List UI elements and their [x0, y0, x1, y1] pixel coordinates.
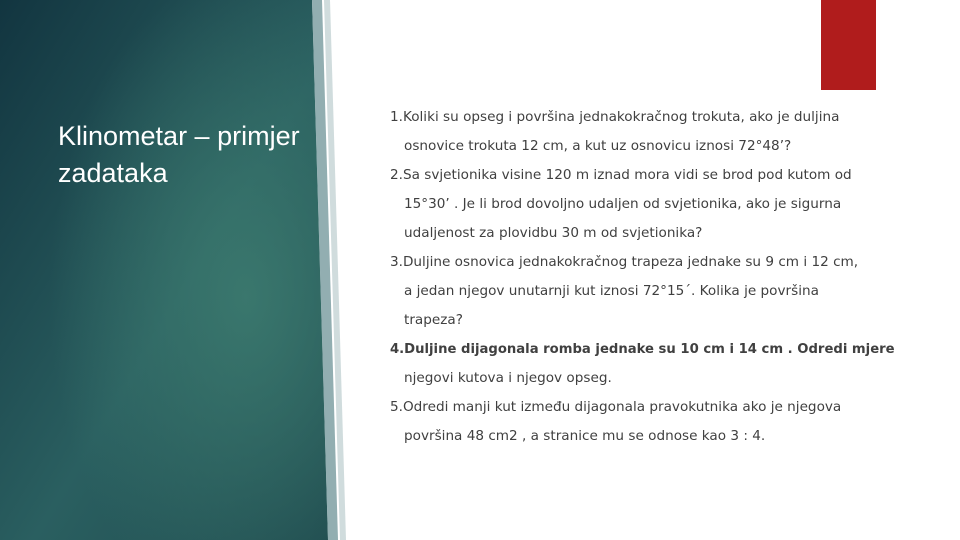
task-line: trapeza?	[404, 312, 463, 328]
task-item	[390, 103, 890, 161]
task-line: a jedan njegov unutarnji kut iznosi 72°15´. Kolika je površina	[404, 283, 819, 299]
task-item	[390, 335, 895, 393]
task-line: 5.Odredi manji kut između dijagonala pravokutnika ako je njegova	[390, 399, 842, 415]
task-item	[390, 393, 890, 451]
task-line: površina 48 cm2 , a stranice mu se odnose kao 3 : 4.	[404, 428, 766, 444]
task-line: osnovice trokuta 12 cm, a kut uz osnovicu iznosi 72°48’?	[404, 138, 792, 154]
panel-glow	[0, 0, 328, 540]
task-line: 15°30’ . Je li brod dovoljno udaljen od svjetionika, ako je sigurna	[404, 196, 842, 212]
task-item	[390, 161, 890, 248]
task-line: 3.Duljine osnovica jednakokračnog trapeza jednake su 9 cm i 12 cm,	[390, 254, 859, 270]
task-line: 1.Koliki su opseg i površina jednakokračnog trokuta, ako je duljina	[390, 109, 840, 125]
task-line: 4.Duljine dijagonala romba jednake su 10 cm i 14 cm . Odredi mjere	[390, 342, 895, 357]
task-list	[390, 103, 895, 451]
slide-title: Klinometar – primjer zadataka	[58, 121, 300, 188]
task-line: udaljenost za plovidbu 30 m od svjetionika?	[404, 225, 703, 241]
accent-tab	[821, 0, 876, 90]
task-line: njegovi kutova i njegov opseg.	[404, 370, 612, 386]
task-line: 2.Sa svjetionika visine 120 m iznad mora vidi se brod pod kutom od	[390, 167, 852, 183]
task-item	[390, 248, 890, 335]
